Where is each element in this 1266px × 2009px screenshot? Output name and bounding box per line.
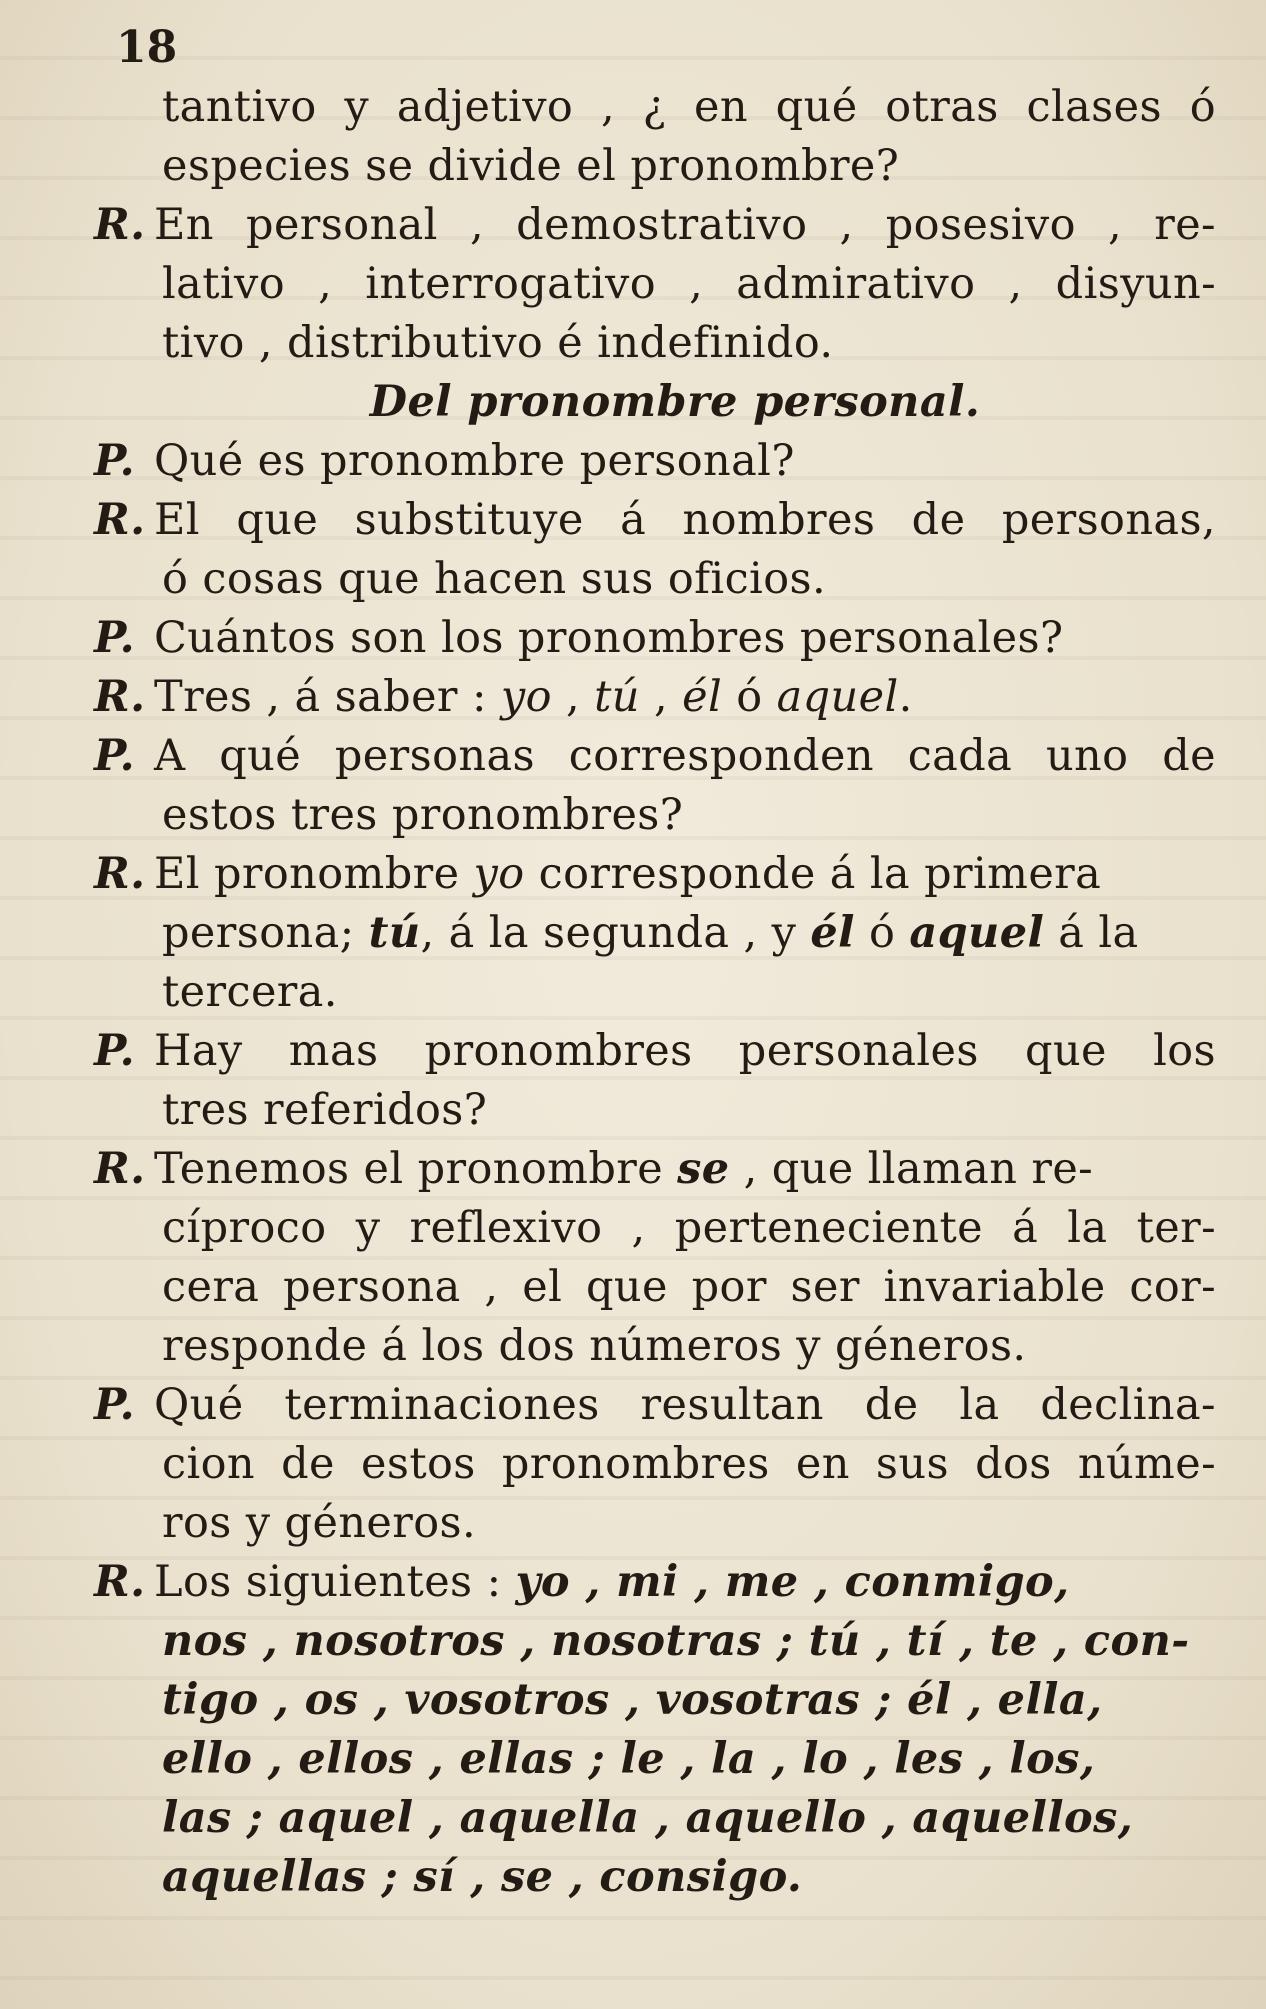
pronoun-aquel: aquel [776, 672, 899, 722]
pronoun-list: tigo , os , vosotros , vosotras ; él , ella, [162, 1675, 1103, 1725]
text-segment: Tenemos el pronombre [154, 1144, 678, 1194]
text-line: ros y géneros. [162, 1498, 477, 1548]
question-label: P. [94, 1380, 135, 1430]
text-segment: corresponde á la primera [524, 849, 1102, 899]
text-line: Qué es pronombre personal? [154, 436, 795, 486]
text-segment: El pronombre [154, 849, 474, 899]
text-segment: , que llaman re- [743, 1144, 1094, 1194]
answer-line [94, 491, 1216, 550]
answer-label: R. [94, 1144, 146, 1194]
question-line [94, 1376, 1216, 1435]
text-line: El que substituye á nombres de personas, [154, 495, 1216, 545]
text-line: En personal , demostrativo , posesivo , re- [154, 200, 1216, 250]
text-line: tivo , distributivo é indefinido. [162, 318, 834, 368]
text-line: Hay mas pronombres personales que los [154, 1026, 1216, 1076]
answer-label: R. [94, 849, 146, 899]
text-line: cion de estos pronombres en sus dos núme- [162, 1439, 1216, 1489]
text-line: estos tres pronombres? [162, 790, 684, 840]
question-line [94, 727, 1216, 786]
question-label: P. [94, 731, 135, 781]
answer-line [94, 845, 1216, 904]
answer-label: R. [94, 495, 146, 545]
pronoun-yo: yo [500, 672, 552, 722]
page-body [94, 78, 1216, 1907]
answer-label: R. [94, 672, 146, 722]
text-line [94, 1671, 1216, 1730]
text-line: responde á los dos números y géneros. [162, 1321, 1027, 1371]
pronoun-list: ello , ellos , ellas ; le , la , lo , les , los, [162, 1734, 1096, 1784]
section-heading: Del pronombre personal. [369, 377, 981, 427]
pronoun-list: yo , mi , me , conmigo, [515, 1557, 1070, 1607]
text-line: Cuántos son los pronombres personales? [154, 613, 1064, 663]
question-label: P. [94, 1026, 135, 1076]
text-segment: Tres , á saber : [154, 672, 501, 722]
pronoun-list: aquellas ; sí , se , consigo. [162, 1852, 803, 1902]
text-line: Qué terminaciones resultan de la declina- [154, 1380, 1216, 1430]
pronoun-tu: tú [368, 908, 421, 958]
pronoun-el: él [810, 908, 855, 958]
answer-line [94, 1553, 1216, 1612]
text-segment: ó [854, 908, 910, 958]
pronoun-yo: yo [473, 849, 525, 899]
text-line: lativo , interrogativo , admirativo , disyun- [162, 259, 1216, 309]
text-line [94, 1612, 1216, 1671]
question-label: P. [94, 436, 135, 486]
answer-line [94, 196, 1216, 255]
text-segment: Los siguientes : [154, 1557, 516, 1607]
text-line: cera persona , el que por ser invariable cor- [162, 1262, 1216, 1312]
answer-line [94, 1140, 1216, 1199]
question-line [94, 1022, 1216, 1081]
pronoun-el: él [682, 672, 723, 722]
pronoun-tu: tú [594, 672, 640, 722]
pronoun-list: nos , nosotros , nosotras ; tú , tí , te , con- [162, 1616, 1190, 1666]
text-line [94, 1789, 1216, 1848]
text-line: ó cosas que hacen sus oficios. [162, 554, 827, 604]
text-line: A qué personas corresponden cada uno de [154, 731, 1216, 781]
text-segment: á la [1044, 908, 1139, 958]
text-line: especies se divide el pronombre? [162, 141, 900, 191]
pronoun-aquel: aquel [909, 908, 1045, 958]
text-line: cíproco y reflexivo , perteneciente á la ter- [162, 1203, 1216, 1253]
answer-label: R. [94, 1557, 146, 1607]
text-line: persona; tú, á la segunda , y él ó aquel á la [162, 908, 1139, 958]
pronoun-list: las ; aquel , aquella , aquello , aquellos, [162, 1793, 1134, 1843]
text-line: tercera. [162, 967, 338, 1017]
pronoun-se: se [677, 1144, 730, 1194]
text-line [94, 1730, 1216, 1789]
answer-line: R. Tres , á saber : yo , tú , él ó aquel. [94, 668, 1216, 727]
question-line [94, 432, 1216, 491]
question-label: P. [94, 613, 135, 663]
answer-label: R. [94, 200, 146, 250]
page-number: 18 [116, 22, 178, 73]
text-segment: á la segunda , y [448, 908, 811, 958]
text-line: tres referidos? [162, 1085, 488, 1135]
question-line [94, 609, 1216, 668]
text-segment: persona; [162, 908, 369, 958]
text-line [94, 1848, 1216, 1907]
text-line: tantivo y adjetivo , ¿ en qué otras clases ó [162, 82, 1216, 132]
